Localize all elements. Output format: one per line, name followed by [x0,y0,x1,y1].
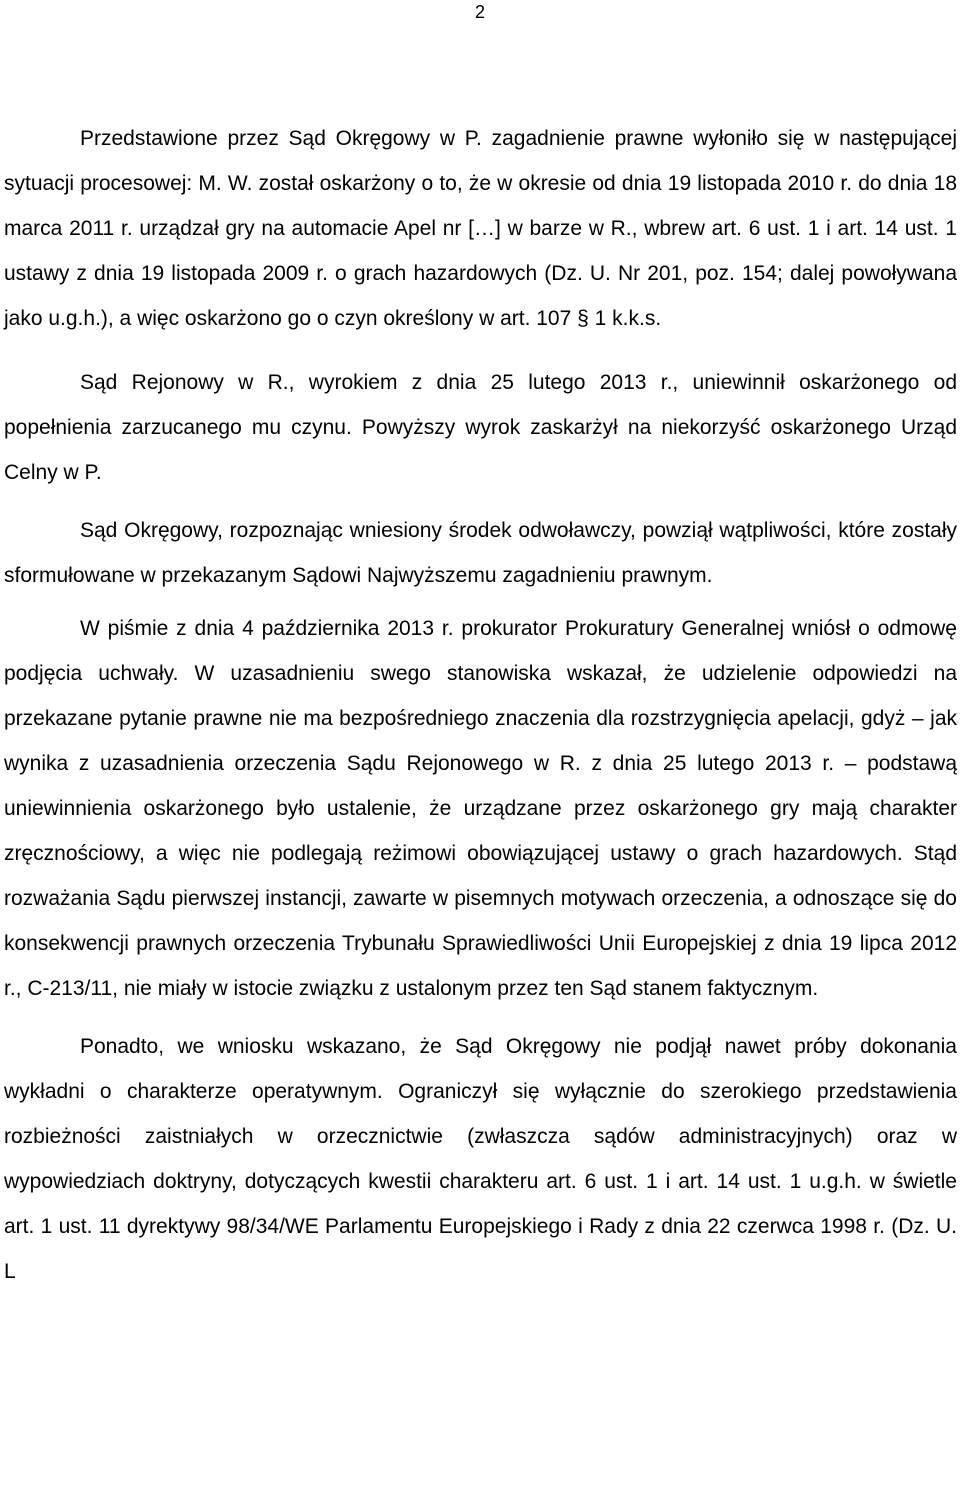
document-body [4,116,957,1294]
paragraph-facts: Przedstawione przez Sąd Okręgowy w P. zagadnienie prawne wyłoniło się w następującej sytuacji procesowej: M. W. został oskarżony o to, że w okresie od dnia 19 listopada 2010 r. do dnia 18 marca 2011 r. urządzał gry na automacie Apel nr […] w barze w R., wbrew art. 6 ust. 1 i art. 14 ust. 1 ustawy z dnia 19 listopada 2009 r. o grach hazardowych (Dz. U. Nr 201, poz. 154; dalej powoływana jako u.g.h.), a więc oskarżono go o czyn określony w art. 107 § 1 k.k.s. [4,127,957,330]
paragraph-regional-court-doubts: Sąd Okręgowy, rozpoznając wniesiony środek odwoławczy, powziął wątpliwości, które zostały sformułowane w przekazanym Sądowi Najwyższemu zagadnieniu prawnym. [4,519,957,587]
paragraph-motion-remarks: Ponadto, we wniosku wskazano, że Sąd Okręgowy nie podjął nawet próby dokonania wykładni o charakterze operatywnym. Ograniczył się wyłącznie do szerokiego przedstawienia rozbieżności zaistniałych w orzecznictwie (zwłaszcza sądów administracyjnych) oraz w wypowiedziach doktryny, dotyczących kwestii charakteru art. 6 ust. 1 i art. 14 ust. 1 u.g.h. w świetle art. 1 ust. 11 dyrektywy 98/34/WE Parlamentu Europejskiego i Rady z dnia 22 czerwca 1998 r. (Dz. U. L [4,1035,957,1283]
paragraph-prosecutor-letter: W piśmie z dnia 4 października 2013 r. prokurator Prokuratury Generalnej wniósł o odmowę podjęcia uchwały. W uzasadnieniu swego stanowiska wskazał, że udzielenie odpowiedzi na przekazane pytanie prawne nie ma bezpośredniego znaczenia dla rozstrzygnięcia apelacji, gdyż – jak wynika z uzasadnienia orzeczenia Sądu Rejonowego w R. z dnia 25 lutego 2013 r. – podstawą uniewinnienia oskarżonego było ustalenie, że urządzane przez oskarżonego gry mają charakter zręcznościowy, a więc nie podlegają reżimowi obowiązującej ustawy o grach hazardowych. Stąd rozważania Sądu pierwszej instancji, zawarte w pisemnych motywach orzeczenia, a odnoszące się do konsekwencji prawnych orzeczenia Trybunału Sprawiedliwości Unii Europejskiej z dnia 19 lipca 2012 r., C-213/11, nie miały w istocie związku z ustalonym przez ten Sąd stanem faktycznym. [4,617,957,1000]
page-number: 2 [474,2,485,22]
paragraph-first-instance-judgment: Sąd Rejonowy w R., wyrokiem z dnia 25 lutego 2013 r., uniewinnił oskarżonego od popełnienia zarzucanego mu czynu. Powyższy wyrok zaskarżył na niekorzyść oskarżonego Urząd Celny w P. [4,371,957,484]
